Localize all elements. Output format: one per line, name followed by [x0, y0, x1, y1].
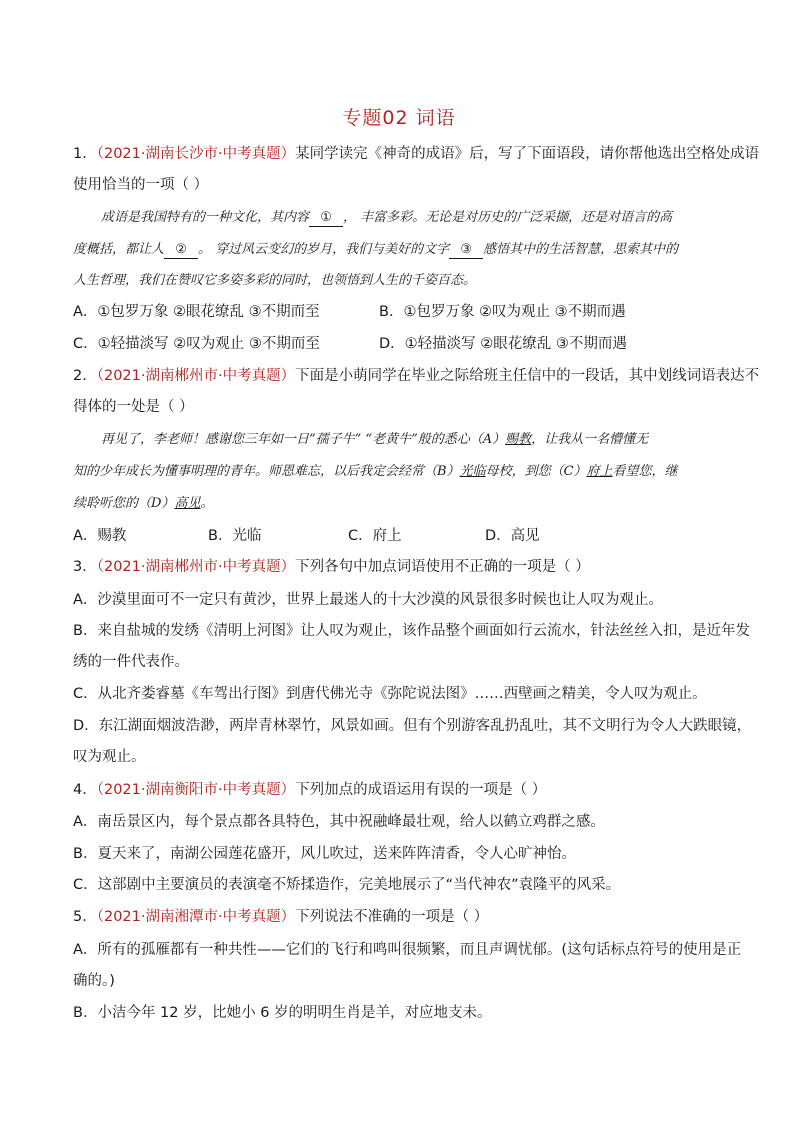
q5-stem: [73, 907, 488, 927]
q2-option-a: A．赐教: [73, 528, 127, 544]
q2-word-d: 高见: [174, 496, 201, 511]
q1-passage-line2: [73, 240, 678, 260]
q5-stem-text: 下列说法不准确的一项是（ ）: [295, 909, 489, 925]
q5-option-b: B．小洁今年 12 岁，比她小 6 岁的明明生肖是羊，对应地支未。: [73, 1005, 492, 1021]
q1-passage-line1: [101, 208, 672, 228]
q2-passage-text: 看望您，继: [612, 464, 678, 479]
q2-option-d: D．高见: [485, 528, 540, 544]
q1-stem-line2: 使用恰当的一项（ ）: [73, 177, 209, 193]
q1-passage-line3: 人生哲理，我们在赞叹它多姿多彩的同时，也领悟到人生的千姿百态。: [73, 273, 477, 288]
q1-blank-2: ②: [164, 242, 198, 259]
q2-option-b: B．光临: [208, 528, 262, 544]
q2-passage-line2: [73, 462, 678, 482]
q2-passage-line1: [101, 430, 648, 450]
q2-passage-line3: [73, 494, 213, 514]
q2-passage-text: 知的少年成长为懂事明理的青年。师恩难忘，以后我定会经常（B）: [73, 464, 460, 479]
q4-source: （2021·湖南衡阳市·中考真题）: [96, 782, 296, 798]
q3-stem-text: 下列各句中加点词语使用不正确的一项是（ ）: [295, 559, 590, 575]
q1-passage-text: 感悟其中的生活智慧，思索其中的: [483, 242, 679, 257]
q2-stem-text: 下面是小萌同学在毕业之际给班主任信中的一段话，其中划线词语表达不: [295, 368, 760, 384]
q1-option-c: C．①轻描淡写 ②叹为观止 ③不期而至: [73, 336, 320, 352]
q3-option-a: A．沙漠里面可不一定只有黄沙，世界上最迷人的十大沙漠的风景很多时候也让人叹为观止。: [73, 592, 663, 608]
q3-number: 3．: [73, 559, 97, 575]
q2-word-c: 府上: [586, 464, 613, 479]
q2-passage-text: 续聆听您的（D）: [73, 496, 175, 511]
q1-passage-text: 成语是我国特有的一种文化，其内容: [101, 210, 310, 225]
q2-passage-text: 再见了，李老师！感谢您三年如一日“孺子牛” “老黄牛”般的悉心（A）: [101, 432, 506, 447]
q1-passage-text: ， 丰富多彩。无论是对历史的广泛采撷，还是对语言的高: [343, 210, 673, 225]
q1-number: 1．: [73, 146, 97, 162]
q4-stem-text: 下列加点的成语运用有误的一项是（ ）: [295, 782, 547, 798]
q1-stem-text: 某同学读完《神奇的成语》后，写了下面语段，请你帮他选出空格处成语: [295, 146, 760, 162]
q5-source: （2021·湖南湘潭市·中考真题）: [96, 909, 296, 925]
q1-blank-3: ③: [449, 242, 483, 259]
q2-word-b: 光临: [459, 464, 486, 479]
q1-blank-1: ①: [309, 210, 343, 227]
q2-passage-text: 。: [200, 496, 214, 511]
q5-option-a-line1: A．所有的孤雁都有一种共性——它们的飞行和鸣叫很频繁，而且声调忧郁。(这句话标点符号的使用是正: [73, 942, 742, 958]
q3-stem: [73, 557, 590, 577]
q1-option-d: D．①轻描淡写 ②眼花缭乱 ③不期而遇: [379, 336, 627, 352]
q1-source: （2021·湖南长沙市·中考真题）: [96, 146, 296, 162]
q3-option-d-line2: 叹为观止。: [73, 749, 146, 765]
q4-stem: [73, 780, 546, 800]
q5-number: 5．: [73, 909, 97, 925]
q3-option-d-line1: D．东江湖面烟波浩渺，两岸青林翠竹，风景如画。但有个别游客乱扔乱吐，其不文明行为令人大跌眼镜，: [73, 718, 752, 734]
q2-option-c: C．府上: [348, 528, 402, 544]
q1-option-b: B．①包罗万象 ②叹为观止 ③不期而遇: [379, 304, 626, 320]
q3-option-c: C．从北齐娄睿墓《车驾出行图》到唐代佛光寺《弥陀说法图》……西壁画之精美，令人叹为观止。: [73, 686, 707, 702]
q3-option-b-line1: B．来自盐城的发绣《清明上河图》让人叹为观止，该作品整个画面如行云流水，针法丝丝入扣，是近年发: [73, 623, 750, 639]
q5-option-a-line2: 确的。): [73, 973, 115, 989]
q1-passage-text: 。 穿过风云变幻的岁月，我们与美好的文字: [198, 242, 450, 257]
q2-source: （2021·湖南郴州市·中考真题）: [96, 368, 296, 384]
q2-word-a: 赐教: [505, 432, 532, 447]
page-title: 专题02 词语: [342, 107, 456, 129]
q3-option-b-line2: 绣的一件代表作。: [73, 654, 189, 670]
q4-option-a: A．南岳景区内，每个景点都各具特色，其中祝融峰最壮观，给人以鹤立鸡群之感。: [73, 814, 605, 830]
q2-passage-text: ，让我从一名懵懂无: [531, 432, 649, 447]
q1-passage-text: 度概括，都让人: [73, 242, 165, 257]
q3-source: （2021·湖南郴州市·中考真题）: [96, 559, 296, 575]
q1-option-a: A．①包罗万象 ②眼花缭乱 ③不期而至: [73, 304, 320, 320]
q4-number: 4．: [73, 782, 97, 798]
q2-number: 2．: [73, 368, 97, 384]
q4-option-c: C．这部剧中主要演员的表演毫不矫揉造作，完美地展示了“当代神农”袁隆平的风采。: [73, 877, 621, 893]
q2-stem-line2: 得体的一处是（ ）: [73, 399, 194, 415]
q1-stem-line1: [73, 144, 759, 164]
q4-option-b: B．夏天来了，南湖公园莲花盛开，风儿吹过，送来阵阵清香，令人心旷神怡。: [73, 846, 576, 862]
q2-passage-text: 母校，到您（C）: [485, 464, 587, 479]
q2-stem-line1: [73, 366, 759, 386]
